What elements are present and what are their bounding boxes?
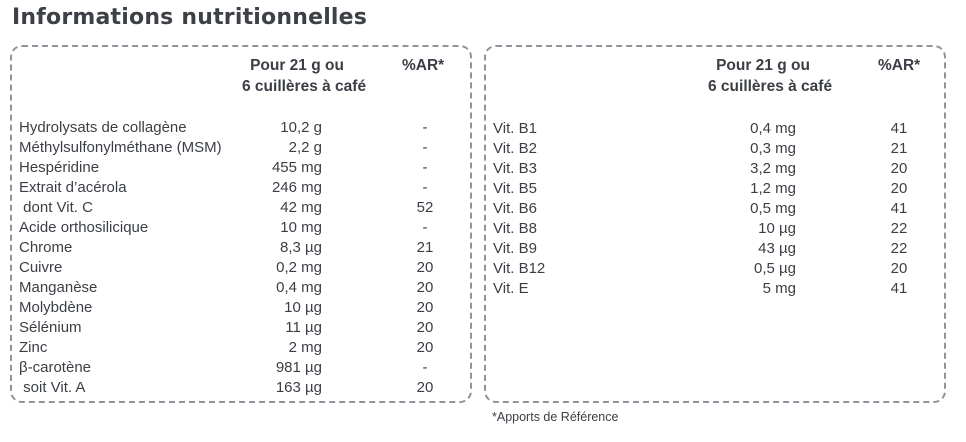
nutrient-amount: 163 µg <box>275 379 322 396</box>
table-row <box>486 239 944 259</box>
percent-ar-value: 20 <box>890 160 908 177</box>
percent-ar-value: - <box>422 159 428 176</box>
table-row <box>12 338 470 358</box>
nutrient-name: Cuivre <box>19 259 63 276</box>
table-row <box>12 278 470 298</box>
nutrient-amount: 246 mg <box>271 179 322 196</box>
table-row <box>12 218 470 238</box>
nutrient-amount: 2 mg <box>288 339 322 356</box>
nutrient-amount: 10,2 g <box>280 119 322 136</box>
table-row <box>486 279 944 299</box>
amount-header-line1: Pour 21 g ou <box>250 57 344 74</box>
percent-ar-value: 41 <box>890 280 908 297</box>
table-row <box>486 139 944 159</box>
percent-ar-value: - <box>422 359 428 376</box>
table-row <box>12 238 470 258</box>
nutrient-amount: 0,5 mg <box>750 200 796 217</box>
table-row <box>12 358 470 378</box>
nutrient-name: dont Vit. C <box>19 199 93 216</box>
percent-ar-value: 41 <box>890 120 908 137</box>
percent-ar-value: 20 <box>416 279 434 296</box>
nutrient-amount: 0,2 mg <box>276 259 322 276</box>
nutrient-amount: 2,2 g <box>288 139 322 156</box>
amount-header <box>708 55 833 97</box>
percent-ar-value: 21 <box>890 140 908 157</box>
nutrient-name: Hespéridine <box>19 159 100 176</box>
table-row <box>12 158 470 178</box>
nutrient-amount: 10 µg <box>758 220 796 237</box>
nutrient-name: Vit. B8 <box>493 220 537 237</box>
nutrient-amount: 10 mg <box>280 219 322 236</box>
table-row <box>12 298 470 318</box>
nutrition-table-left <box>10 45 472 403</box>
nutrient-amount: 42 mg <box>280 199 322 216</box>
nutrient-name: Molybdène <box>19 299 93 316</box>
table-row <box>12 198 470 218</box>
percent-ar-value: 22 <box>890 220 908 237</box>
footnote: *Apports de Référence <box>492 410 619 424</box>
nutrient-name: Zinc <box>19 339 48 356</box>
table-row <box>12 318 470 338</box>
nutrition-table-right <box>484 45 946 403</box>
nutrient-name: soit Vit. A <box>19 379 86 396</box>
nutrient-amount: 1,2 mg <box>750 180 796 197</box>
amount-header-line2: 6 cuillères à café <box>708 78 833 95</box>
table-row <box>486 179 944 199</box>
percent-ar-value: 52 <box>416 199 434 216</box>
percent-ar-header: %AR* <box>402 57 445 74</box>
amount-header <box>242 55 367 97</box>
nutrient-name: Sélénium <box>19 319 82 336</box>
nutrient-name: β-carotène <box>19 359 91 376</box>
percent-ar-value: 20 <box>416 379 434 396</box>
table-row <box>12 378 470 398</box>
nutrient-amount: 8,3 µg <box>279 239 322 256</box>
nutrient-name: Vit. B9 <box>493 240 537 257</box>
nutrient-name: Vit. B3 <box>493 160 537 177</box>
percent-ar-value: - <box>422 219 428 236</box>
table-row <box>486 259 944 279</box>
percent-ar-value: 41 <box>890 200 908 217</box>
nutrient-amount: 0,4 mg <box>750 120 796 137</box>
percent-ar-value: 21 <box>416 239 434 256</box>
table-row <box>486 199 944 219</box>
nutrient-name: Extrait d’acérola <box>19 179 127 196</box>
nutrient-name: Méthylsulfonylméthane (MSM) <box>19 139 222 156</box>
nutrient-amount: 981 µg <box>275 359 322 376</box>
table-row <box>12 138 470 158</box>
table-row <box>486 119 944 139</box>
nutrient-amount: 455 mg <box>271 159 322 176</box>
percent-ar-value: 20 <box>416 259 434 276</box>
nutrient-amount: 0,5 µg <box>753 260 796 277</box>
nutrient-name: Hydrolysats de collagène <box>19 119 187 136</box>
table-row <box>12 118 470 138</box>
nutrient-amount: 5 mg <box>762 280 796 297</box>
amount-header-line1: Pour 21 g ou <box>716 57 810 74</box>
percent-ar-value: 20 <box>890 260 908 277</box>
percent-ar-value: - <box>422 179 428 196</box>
nutrient-name: Vit. E <box>493 280 529 297</box>
table-row <box>12 258 470 278</box>
nutrient-amount: 0,3 mg <box>750 140 796 157</box>
amount-header-line2: 6 cuillères à café <box>242 78 367 95</box>
nutrient-name: Manganèse <box>19 279 98 296</box>
nutrient-amount: 10 µg <box>284 299 322 316</box>
nutrient-name: Vit. B6 <box>493 200 537 217</box>
percent-ar-value: - <box>422 119 428 136</box>
percent-ar-value: 20 <box>416 299 434 316</box>
page-title: Informations nutritionnelles <box>12 5 368 30</box>
percent-ar-value: 20 <box>890 180 908 197</box>
percent-ar-header: %AR* <box>878 57 921 74</box>
nutrient-name: Vit. B2 <box>493 140 537 157</box>
percent-ar-value: 20 <box>416 339 434 356</box>
nutrient-name: Vit. B1 <box>493 120 537 137</box>
nutrient-name: Vit. B12 <box>493 260 546 277</box>
nutrient-amount: 3,2 mg <box>750 160 796 177</box>
table-row <box>486 159 944 179</box>
percent-ar-value: - <box>422 139 428 156</box>
table-row <box>486 219 944 239</box>
nutrient-amount: 0,4 mg <box>276 279 322 296</box>
nutrient-name: Vit. B5 <box>493 180 537 197</box>
nutrient-name: Chrome <box>19 239 73 256</box>
percent-ar-value: 22 <box>890 240 908 257</box>
table-row <box>12 178 470 198</box>
nutrient-name: Acide orthosilicique <box>19 219 149 236</box>
percent-ar-value: 20 <box>416 319 434 336</box>
nutrient-amount: 43 µg <box>758 240 796 257</box>
nutrient-amount: 11 µg <box>285 319 322 336</box>
